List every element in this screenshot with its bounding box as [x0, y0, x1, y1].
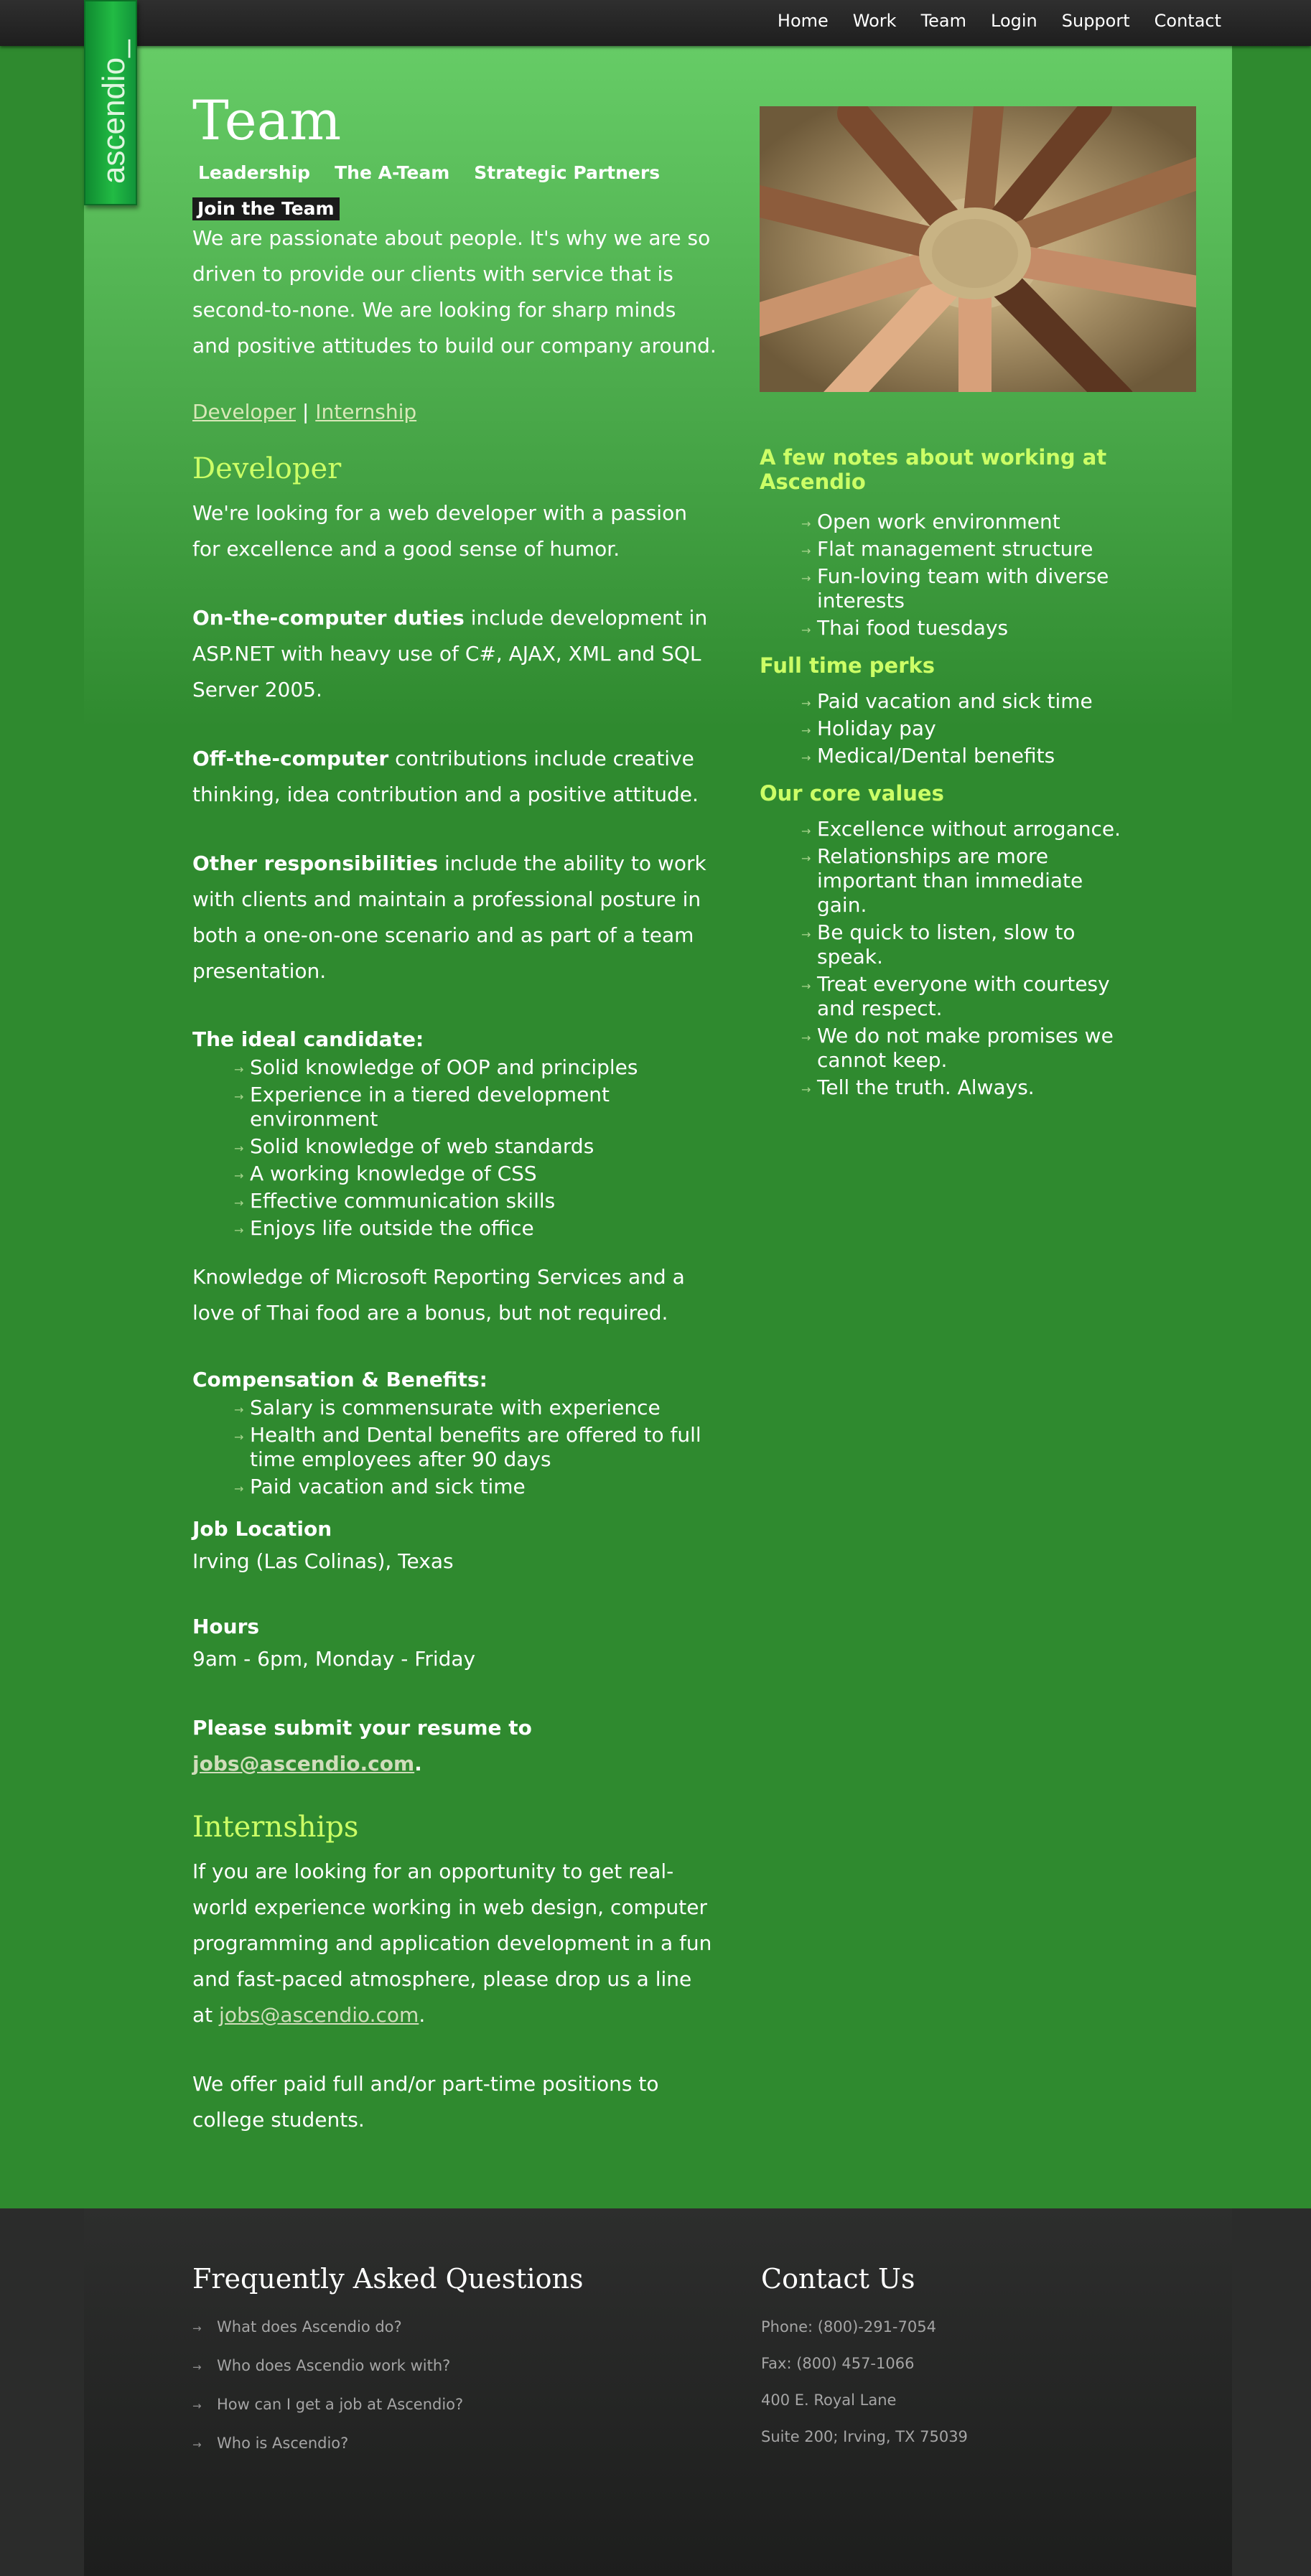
list-item: → Fun-loving team with diverse interests: [801, 564, 1196, 613]
submit-resume-email-link[interactable]: jobs@ascendio.com: [192, 1752, 415, 1775]
list-item: → We do not make promises we cannot keep.: [801, 1024, 1139, 1073]
nav-login-link[interactable]: Login: [991, 11, 1037, 31]
other-responsibilities-label: Other responsibilities: [192, 851, 439, 875]
ideal-candidate-heading: The ideal candidate:: [192, 1027, 424, 1051]
logo-wordmark: ascendio_: [96, 39, 131, 184]
list-item: → Holiday pay: [801, 717, 1196, 741]
jump-links: [192, 400, 717, 424]
nav-home-link[interactable]: Home: [777, 11, 829, 31]
list-item: → Paid vacation and sick time: [801, 689, 1196, 714]
faq-link[interactable]: → Who does Ascendio work with?: [192, 2356, 695, 2375]
list-item: → Salary is commensurate with experience: [234, 1396, 717, 1420]
internships-heading: Internships: [192, 1811, 359, 1844]
list-item: → Health and Dental benefits are offered to full time employees after 90 days: [234, 1423, 717, 1472]
list-item: → Medical/Dental benefits: [801, 744, 1196, 768]
list-item: → Thai food tuesdays: [801, 616, 1196, 640]
list-item: → Experience in a tiered development environment: [234, 1083, 717, 1131]
developer-jump-link[interactable]: Developer: [192, 400, 297, 424]
list-item: → Excellence without arrogance.: [801, 817, 1139, 841]
contact-address-line2: Suite 200; Irving, TX 75039: [761, 2428, 968, 2445]
hours-value: 9am - 6pm, Monday - Friday: [192, 1647, 476, 1671]
internships-text: If you are looking for an opportunity to get real-world experience working in web design, computer programming and application development in a fun and fast-paced atmosphere, please drop us a line at: [192, 1859, 712, 2027]
intro-paragraph: We are passionate about people. It's why we are so driven to provide our clients with service that is second-to-none. We are looking for sharp minds and positive attitudes to build our company around.: [192, 226, 717, 358]
other-responsibilities-paragraph: [192, 846, 717, 989]
submit-resume-prefix: Please submit your resume to: [192, 1716, 532, 1740]
nav-contact-link[interactable]: Contact: [1154, 11, 1221, 31]
contact-phone: Phone: (800)-291-7054: [761, 2318, 936, 2335]
list-item: → Enjoys life outside the office: [234, 1216, 717, 1241]
bonus-paragraph: Knowledge of Microsoft Reporting Services and a love of Thai food are a bonus, but not required.: [192, 1265, 685, 1325]
contact-address-line1: 400 E. Royal Lane: [761, 2391, 897, 2409]
list-item: → A working knowledge of CSS: [234, 1162, 717, 1186]
tab-the-a-team[interactable]: The A-Team: [335, 162, 450, 183]
nav-team-link[interactable]: Team: [920, 11, 966, 31]
list-item: → Solid knowledge of OOP and principles: [234, 1055, 717, 1080]
submit-resume-line: [192, 1710, 717, 1782]
hands-circle-illustration: [760, 106, 1196, 392]
faq-link[interactable]: → Who is Ascendio?: [192, 2434, 695, 2453]
list-item: → Effective communication skills: [234, 1189, 717, 1213]
main-nav: [753, 11, 1221, 31]
tab-join-the-team-active[interactable]: Join the Team: [192, 197, 340, 220]
list-item: → Flat management structure: [801, 537, 1196, 561]
list-item: → Relationships are more important than immediate gain.: [801, 844, 1139, 918]
developer-lead: We're looking for a web developer with a passion for excellence and a good sense of humor.: [192, 501, 687, 561]
tab-leadership[interactable]: Leadership: [198, 162, 311, 183]
job-location: Irving (Las Colinas), Texas: [192, 1549, 454, 1573]
job-location-heading: Job Location: [192, 1517, 332, 1541]
notes-heading: A few notes about working at Ascendio: [760, 445, 1107, 494]
jump-link-separator: |: [302, 400, 309, 424]
internships-text-end: .: [419, 2003, 426, 2027]
ideal-candidate-list: [192, 1055, 717, 1241]
tab-strategic-partners[interactable]: Strategic Partners: [474, 162, 661, 183]
internships-paragraph: [192, 1854, 717, 2033]
notes-list: [760, 510, 1196, 640]
page-gutter-left: [0, 46, 84, 2208]
list-item: → Be quick to listen, slow to speak.: [801, 920, 1139, 969]
compensation-list: [192, 1396, 717, 1499]
compensation-heading: Compensation & Benefits:: [192, 1368, 487, 1391]
duties-label: On-the-computer duties: [192, 606, 465, 630]
hours-heading: Hours: [192, 1615, 260, 1638]
core-values-list: [760, 817, 1139, 1100]
ascendio-logo[interactable]: [84, 0, 137, 205]
page-title: Team: [192, 88, 342, 152]
nav-work-link[interactable]: Work: [852, 11, 897, 31]
faq-heading: Frequently Asked Questions: [192, 2263, 584, 2295]
off-computer-label: Off-the-computer: [192, 747, 389, 770]
perks-list: [760, 689, 1196, 768]
core-values-heading: Our core values: [760, 781, 944, 806]
duties-text: include development in ASP.NET with heavy use of C#, AJAX, XML and SQL Server 2005.: [192, 606, 708, 701]
main-column: [192, 46, 717, 2138]
internships-email-link[interactable]: jobs@ascendio.com: [219, 2003, 419, 2027]
nav-support-link[interactable]: Support: [1061, 11, 1130, 31]
team-subnav: [192, 162, 717, 183]
top-navigation-bar: [0, 0, 1311, 46]
list-item: → Solid knowledge of web standards: [234, 1134, 717, 1159]
contact-heading: Contact Us: [761, 2263, 915, 2295]
contact-fax: Fax: (800) 457-1066: [761, 2355, 915, 2372]
hands-circle-photo: [760, 106, 1196, 392]
submit-resume-suffix: .: [414, 1752, 422, 1775]
page-gutter-right: [1232, 46, 1311, 2208]
faq-link[interactable]: → What does Ascendio do?: [192, 2318, 695, 2336]
faq-section: [192, 2263, 695, 2473]
duties-paragraph: [192, 600, 717, 708]
list-item: → Paid vacation and sick time: [234, 1475, 717, 1499]
off-computer-paragraph: [192, 741, 717, 813]
internship-jump-link[interactable]: Internship: [315, 400, 417, 424]
list-item: → Treat everyone with courtesy and respect.: [801, 972, 1139, 1021]
perks-heading: Full time perks: [760, 653, 936, 678]
other-responsibilities-text: include the ability to work with clients and maintain a professional posture in both a one-on-one scenario and as part of a team presentation.: [192, 851, 706, 983]
paid-positions-paragraph: We offer paid full and/or part-time positions to college students.: [192, 2072, 659, 2132]
list-item: → Open work environment: [801, 510, 1196, 534]
list-item: → Tell the truth. Always.: [801, 1075, 1139, 1100]
developer-heading: Developer: [192, 452, 342, 485]
off-computer-text: contributions include creative thinking, idea contribution and a positive attitude.: [192, 747, 699, 806]
sidebar: [760, 46, 1196, 1103]
faq-list: [192, 2318, 695, 2453]
faq-link[interactable]: → How can I get a job at Ascendio?: [192, 2395, 695, 2414]
contact-section: [761, 2263, 1192, 2464]
